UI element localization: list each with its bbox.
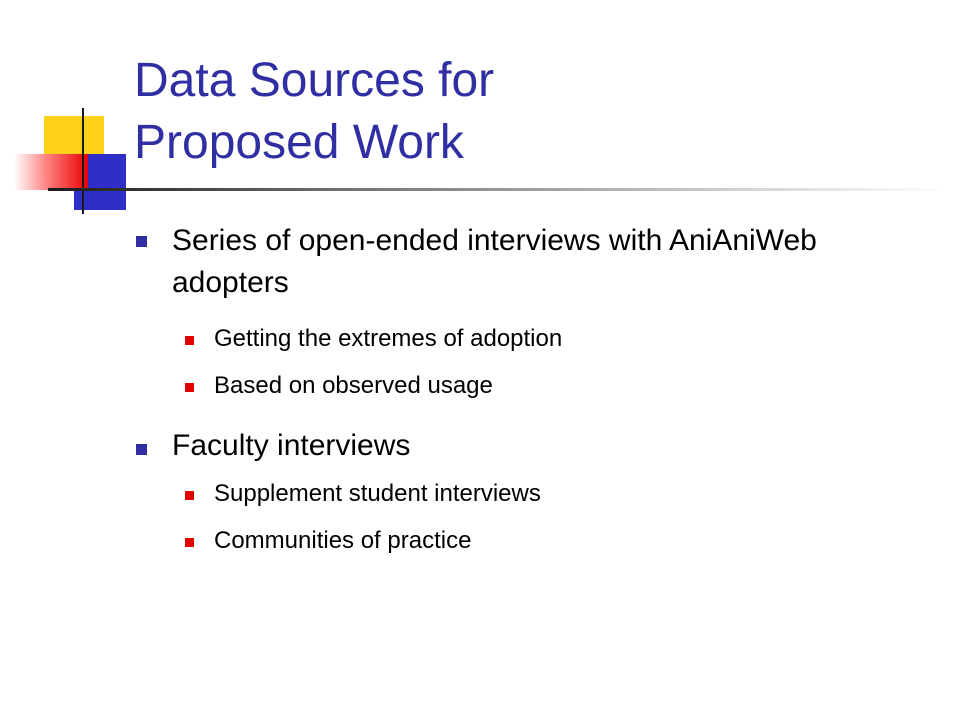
sub-bullet-marker — [185, 383, 194, 392]
sub-bullet-item: Getting the extremes of adoption — [214, 325, 563, 352]
bullet-item: Series of open-ended interviews with AniAniWeb adopters — [172, 224, 817, 299]
sub-bullet-item: Communities of practice — [214, 527, 472, 554]
bullet-item: Faculty interviews — [172, 429, 411, 462]
bullet-marker — [136, 444, 147, 455]
sub-bullet-marker — [185, 491, 194, 500]
bullet-marker — [136, 236, 147, 247]
sub-bullet-item: Supplement student interviews — [214, 480, 541, 507]
sub-bullet-marker — [185, 538, 194, 547]
title-line-2: Proposed Work — [134, 116, 464, 169]
sub-bullet-marker — [185, 336, 194, 345]
sub-bullet-item: Based on observed usage — [214, 372, 493, 399]
title-line-1: Data Sources for — [134, 54, 495, 107]
